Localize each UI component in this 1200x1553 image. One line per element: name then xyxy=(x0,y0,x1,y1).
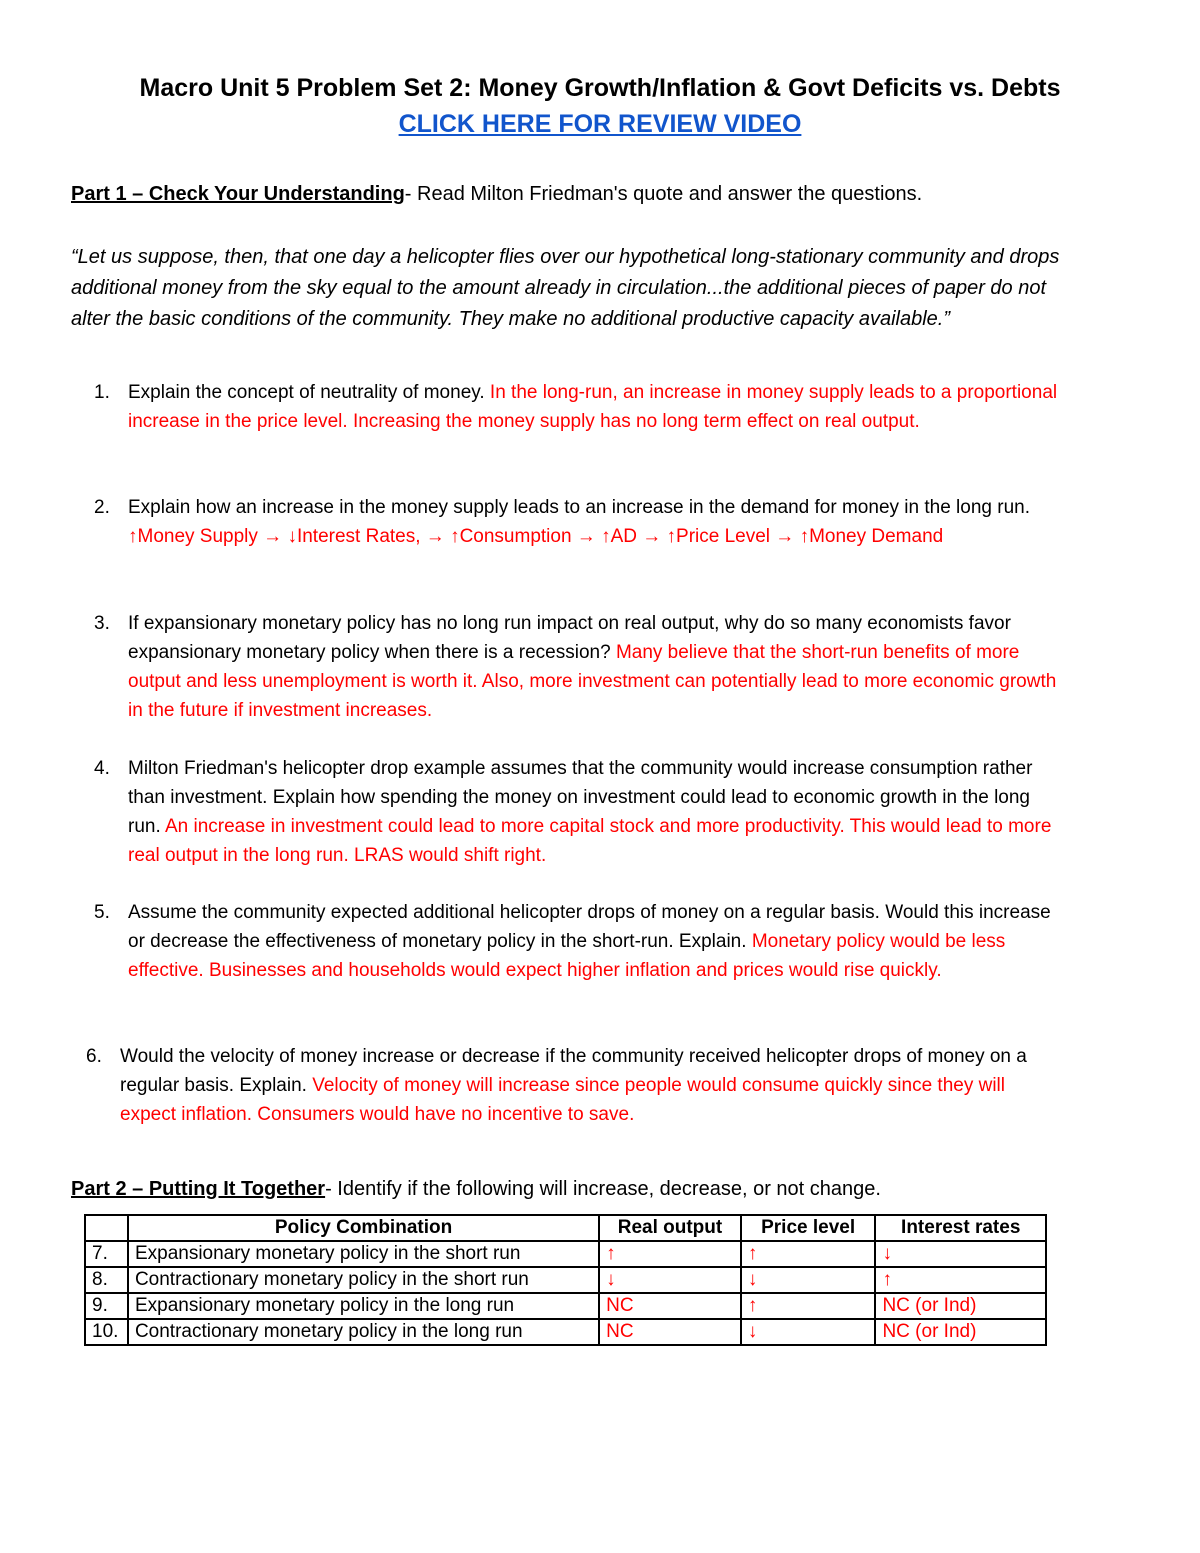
table-row xyxy=(85,1319,1046,1345)
table-row xyxy=(85,1267,1046,1293)
row-interest-rates: ↑ xyxy=(875,1267,1046,1293)
row-index: 10. xyxy=(85,1319,128,1345)
question-text: Explain the concept of neutrality of money. xyxy=(128,382,485,403)
part2-label: Part 2 – Putting It Together xyxy=(71,1178,326,1200)
answer-text: Monetary policy would be less effective. Businesses and households would expect higher inflation and prices would rise quickly. xyxy=(128,931,1006,981)
policy-table xyxy=(84,1214,1047,1346)
row-index: 7. xyxy=(85,1241,128,1267)
row-real-output: NC xyxy=(599,1319,741,1345)
row-interest-rates: NC (or Ind) xyxy=(875,1319,1046,1345)
part1-instruction: - Read Milton Friedman's quote and answer the questions. xyxy=(404,183,923,205)
question-text: Explain how an increase in the money supply leads to an increase in the demand for money in the long run. xyxy=(128,497,1030,518)
part2-instruction: - Identify if the following will increase, decrease, or not change. xyxy=(325,1178,881,1200)
table-row xyxy=(85,1241,1046,1267)
question-text: Assume the community expected additional helicopter drops of money on a regular basis. Would this increase or decrease the effectiveness of monetary policy in the short-run. Explain. xyxy=(128,902,1051,952)
answer-text: Velocity of money will increase since people would consume quickly since they will expect inflation. Consumers would have no incentive to save. xyxy=(120,1075,1005,1125)
row-real-output: ↑ xyxy=(599,1241,741,1267)
question-text: If expansionary monetary policy has no long run impact on real output, why do so many economists favor expansionary monetary policy when there is a recession? xyxy=(128,613,1011,663)
row-index: 8. xyxy=(85,1267,128,1293)
page-title: Macro Unit 5 Problem Set 2: Money Growth/Inflation & Govt Deficits vs. Debts xyxy=(139,74,1061,102)
row-price-level: ↑ xyxy=(741,1293,876,1319)
answer-text: An increase in investment could lead to more capital stock and more productivity. This would lead to more real output in the long run. LRAS would shift right. xyxy=(128,816,1052,866)
question-number: 1. xyxy=(94,382,110,403)
table-header-row xyxy=(85,1215,1046,1241)
header-price-level: Price level xyxy=(741,1215,876,1241)
row-interest-rates: NC (or Ind) xyxy=(875,1293,1046,1319)
question-4 xyxy=(94,754,1058,870)
question-text: Milton Friedman's helicopter drop example assumes that the community would increase consumption rather than investment. Explain how spending the money on investment could lead to economic growth in the long run. xyxy=(128,758,1033,837)
part2-heading xyxy=(71,1176,881,1202)
row-price-level: ↑ xyxy=(741,1241,876,1267)
row-policy: Contractionary monetary policy in the long run xyxy=(128,1319,599,1345)
answer-text: Many believe that the short-run benefits of more output and less unemployment is worth it. Also, more investment can potentially lead to more economic growth in the future if investment increases. xyxy=(128,642,1057,721)
friedman-quote: “Let us suppose, then, that one day a helicopter flies over our hypothetical long-stationary community and drops additional money from the sky equal to the amount already in circulation...the additional pieces of paper do not alter the basic conditions of the community. They make no additional productive capacity available.” xyxy=(71,246,1060,330)
question-6 xyxy=(86,1042,1050,1129)
row-real-output: ↓ xyxy=(599,1267,741,1293)
question-number: 4. xyxy=(94,758,110,779)
header-index xyxy=(85,1215,128,1241)
row-index: 9. xyxy=(85,1293,128,1319)
part1-heading xyxy=(71,181,922,207)
table-row xyxy=(85,1293,1046,1319)
row-real-output: NC xyxy=(599,1293,741,1319)
question-1 xyxy=(94,378,1078,436)
question-number: 3. xyxy=(94,613,110,634)
row-policy: Contractionary monetary policy in the short run xyxy=(128,1267,599,1293)
question-text: Would the velocity of money increase or decrease if the community received helicopter drops of money on a regular basis. Explain. xyxy=(120,1046,1027,1096)
question-number: 5. xyxy=(94,902,110,923)
answer-text: ↑Money Supply → ↓Interest Rates, → ↑Consumption → ↑AD → ↑Price Level → ↑Money Demand xyxy=(128,526,944,547)
row-price-level: ↓ xyxy=(741,1267,876,1293)
question-2 xyxy=(94,493,1048,551)
row-policy: Expansionary monetary policy in the long run xyxy=(128,1293,599,1319)
header-interest-rates: Interest rates xyxy=(875,1215,1046,1241)
question-number: 6. xyxy=(86,1046,102,1067)
review-video-link[interactable]: CLICK HERE FOR REVIEW VIDEO xyxy=(398,110,802,138)
part1-label: Part 1 – Check Your Understanding xyxy=(71,183,405,205)
answer-text: In the long-run, an increase in money supply leads to a proportional increase in the price level. Increasing the money supply has no long term effect on real output. xyxy=(128,382,1058,432)
row-price-level: ↓ xyxy=(741,1319,876,1345)
row-policy: Expansionary monetary policy in the short run xyxy=(128,1241,599,1267)
question-3 xyxy=(94,609,1068,725)
row-interest-rates: ↓ xyxy=(875,1241,1046,1267)
header-real-output: Real output xyxy=(599,1215,741,1241)
header-policy-combination: Policy Combination xyxy=(128,1215,599,1241)
question-5 xyxy=(94,898,1063,985)
question-number: 2. xyxy=(94,497,110,518)
